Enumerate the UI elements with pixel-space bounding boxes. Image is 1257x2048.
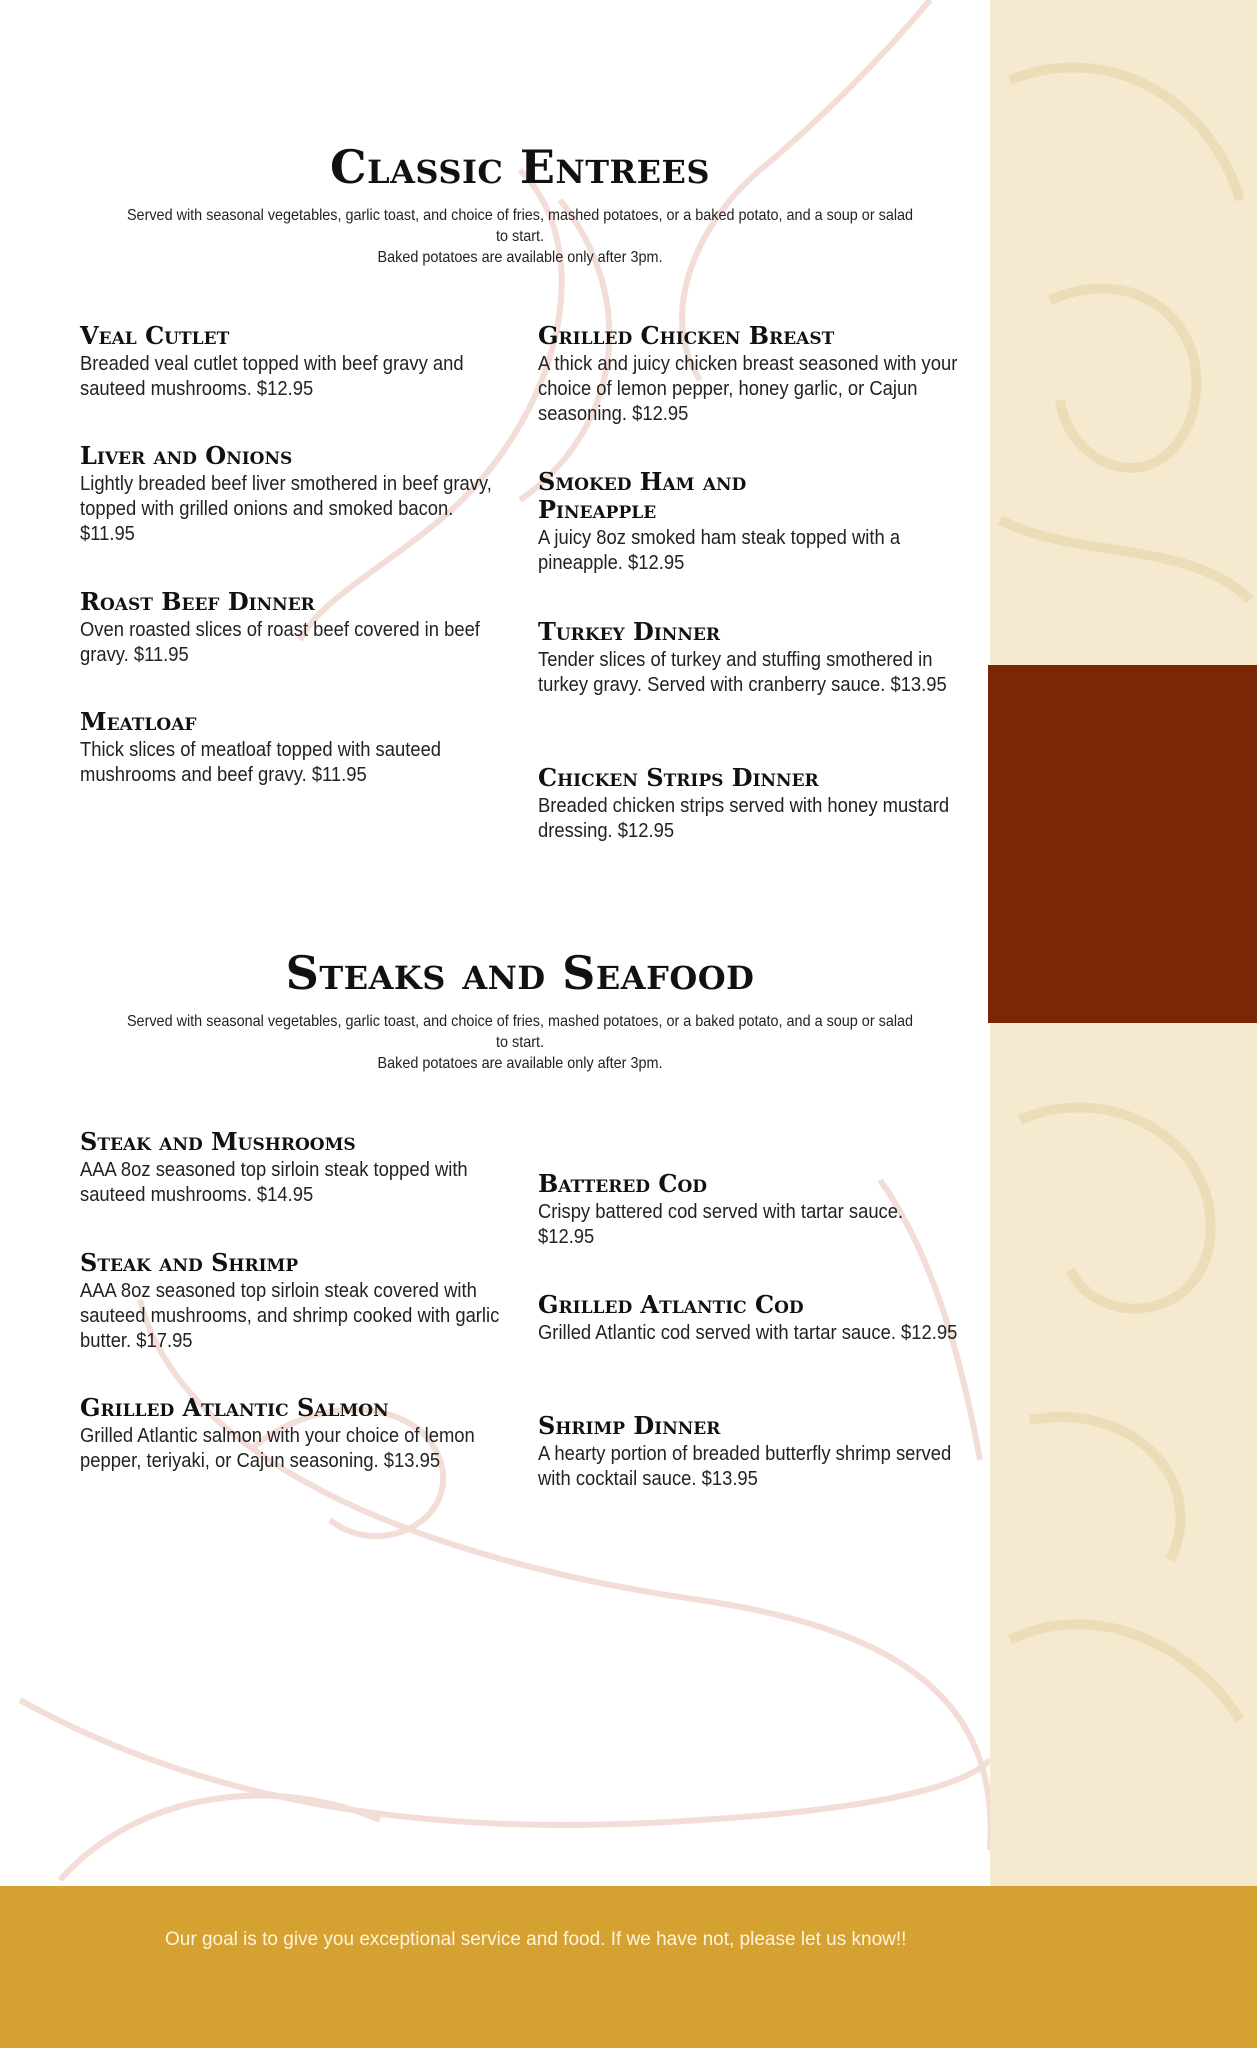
menu-item-description: Grilled Atlantic salmon with your choice of lemon pepper, teriyaki, or Cajun seasoning. $13.95 (80, 1425, 475, 1472)
side-panel (990, 0, 1257, 2048)
menu-item (80, 708, 510, 788)
menu-item-description: Lightly breaded beef liver smothered in beef gravy, topped with grilled onions and smoked bacon. $11.95 (80, 473, 492, 545)
menu-item-name: Grilled Chicken Breast (538, 321, 835, 350)
menu-item-name: Grilled Atlantic Cod (538, 1290, 804, 1319)
description-note: Baked potatoes are available only after 3pm. (377, 1055, 663, 1072)
menu-item (538, 1412, 968, 1492)
menu-item-description: AAA 8oz seasoned top sirloin steak covered with sauteed mushrooms, and shrimp cooked with garlic butter. $17.95 (80, 1280, 500, 1352)
menu-item (538, 322, 968, 427)
menu-item-name: Grilled Atlantic Salmon (80, 1393, 389, 1422)
menu-item-name: Smoked Ham and Pineapple (538, 467, 747, 524)
menu-item (538, 467, 901, 576)
menu-item (80, 1394, 510, 1474)
menu-item (80, 1128, 510, 1208)
menu-item-name: Steak and Mushrooms (80, 1127, 356, 1156)
menu-item-description: Grilled Atlantic cod served with tartar sauce. $12.95 (538, 1322, 958, 1344)
menu-item (80, 1249, 510, 1354)
menu-item-name: Meatloaf (80, 707, 197, 736)
menu-item (80, 322, 510, 402)
menu-item-description: A thick and juicy chicken breast seasoned with your choice of lemon pepper, honey garlic, or Cajun seasoning. $12.95 (538, 353, 958, 425)
menu-item-name: Battered Cod (538, 1169, 708, 1198)
description-line: Served with seasonal vegetables, garlic toast, and choice of fries, mashed potatoes, or a baked potato, and a soup or salad to start. (126, 207, 914, 245)
menu-item-description: Breaded chicken strips served with honey mustard dressing. $12.95 (538, 795, 950, 842)
menu-item-description: Oven roasted slices of roast beef covered in beef gravy. $11.95 (80, 619, 480, 666)
menu-item (538, 1291, 968, 1346)
menu-item-name: Shrimp Dinner (538, 1411, 721, 1440)
menu-item-description: A juicy 8oz smoked ham steak topped with a pineapple. $12.95 (538, 527, 901, 574)
description-line: Served with seasonal vegetables, garlic toast, and choice of fries, mashed potatoes, or a baked potato, and a soup or salad to start. (126, 1013, 914, 1051)
menu-item-name: Steak and Shrimp (80, 1248, 299, 1277)
section-title-classic-entrees: Classic Entrees (329, 140, 710, 194)
section-description (80, 205, 960, 268)
footer-bar (0, 1886, 1257, 2048)
section-title-steaks-and-seafood: Steaks and Seafood (285, 946, 755, 1000)
menu-item-name: Veal Cutlet (80, 321, 230, 350)
menu-item-description: AAA 8oz seasoned top sirloin steak topped with sauteed mushrooms. $14.95 (80, 1159, 468, 1206)
texture-swirls (990, 0, 1257, 2048)
menu-item-description: Breaded veal cutlet topped with beef gravy and sauteed mushrooms. $12.95 (80, 353, 464, 400)
section-description (80, 1011, 960, 1074)
menu-item-description: A hearty portion of breaded butterfly shrimp served with cocktail sauce. $13.95 (538, 1443, 952, 1490)
menu-item-description: Tender slices of turkey and stuffing smothered in turkey gravy. Served with cranberry sauce. $13.95 (538, 649, 947, 696)
menu-item (538, 618, 968, 698)
menu-item-name: Chicken Strips Dinner (538, 763, 819, 792)
description-note: Baked potatoes are available only after 3pm. (377, 249, 663, 266)
menu-item (80, 442, 510, 547)
menu-item-name: Roast Beef Dinner (80, 587, 315, 616)
menu-item-name: Turkey Dinner (538, 617, 720, 646)
menu-item-description: Crispy battered cod served with tartar sauce. $12.95 (538, 1201, 904, 1248)
menu-item (538, 1170, 968, 1250)
footer-message: Our goal is to give you exceptional service and food. If we have not, please let us know!! (165, 1929, 907, 1950)
menu-item (80, 588, 510, 668)
menu-item-description: Thick slices of meatloaf topped with sauteed mushrooms and beef gravy. $11.95 (80, 739, 442, 786)
menu-item (538, 764, 968, 844)
menu-item-name: Liver and Onions (80, 441, 293, 470)
